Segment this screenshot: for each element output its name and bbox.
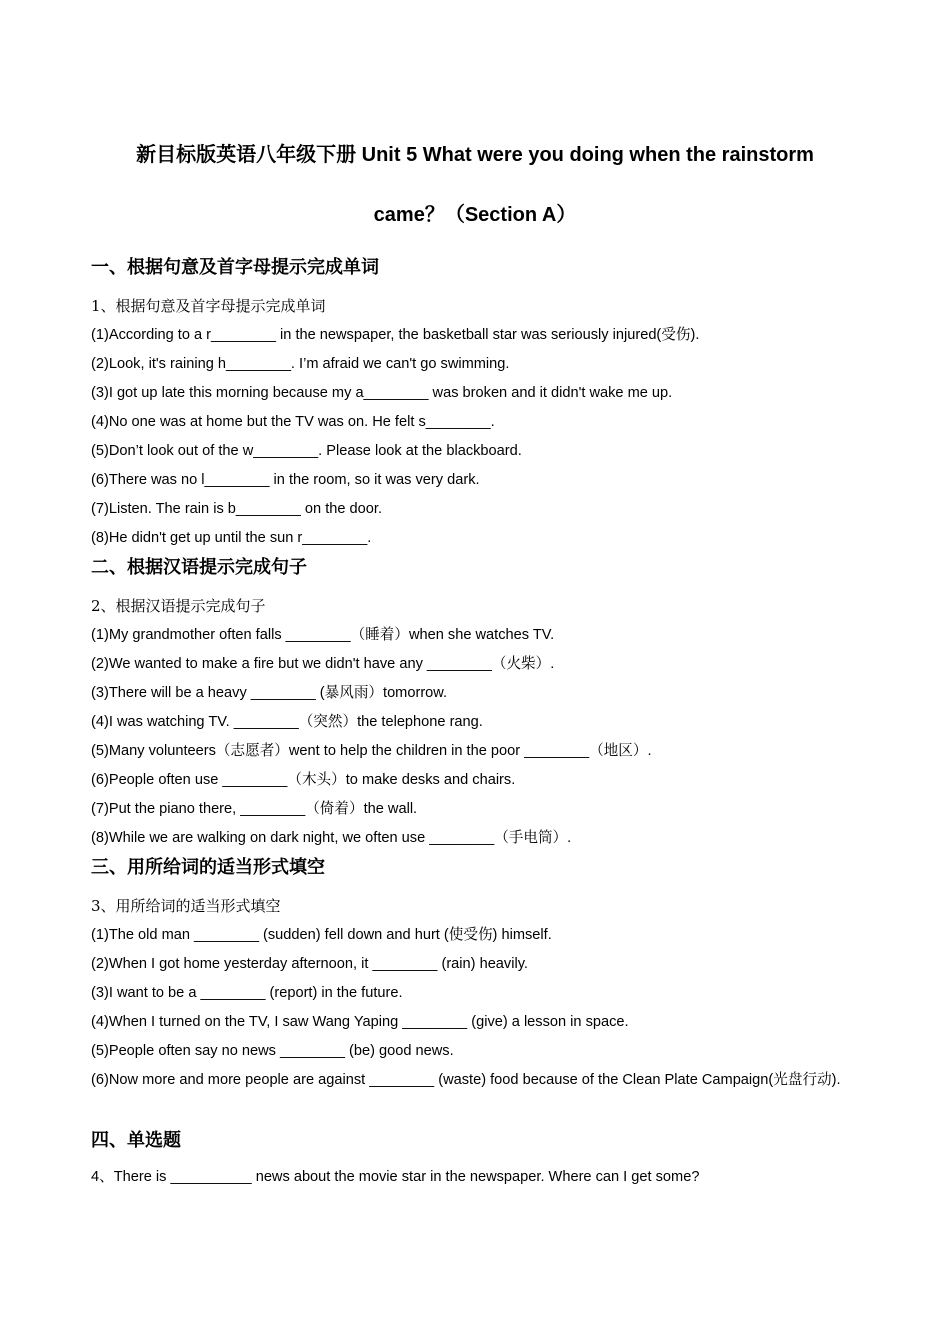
question-item: (1)My grandmother often falls ________（睡着）when she watches TV. bbox=[91, 627, 555, 643]
question-item: (1)According to a r________ in the newspaper, the basketball star was seriously injured(受伤). bbox=[91, 327, 700, 343]
section-heading-3: 三、用所给词的适当形式填空 bbox=[91, 857, 325, 877]
question-item: (4)No one was at home but the TV was on. He felt s________. bbox=[91, 414, 495, 430]
question-item: (4)I was watching TV. ________（突然）the telephone rang. bbox=[91, 714, 483, 730]
document-title-line-1: 新目标版英语八年级下册 Unit 5 What were you doing when the rainstorm bbox=[136, 144, 814, 166]
section-intro-3: 3、用所给词的适当形式填空 bbox=[91, 897, 281, 915]
question-item: (2)Look, it's raining h________. I’m afraid we can't go swimming. bbox=[91, 356, 510, 372]
question-item: (6)There was no l________ in the room, so it was very dark. bbox=[91, 472, 480, 488]
question-item: (7)Listen. The rain is b________ on the door. bbox=[91, 501, 382, 517]
section-intro-1: 1、根据句意及首字母提示完成单词 bbox=[91, 297, 326, 315]
document-title-line-2: came？（Section A） bbox=[373, 204, 577, 226]
question-item: (1)The old man ________ (sudden) fell down and hurt (使受伤) himself. bbox=[91, 927, 552, 943]
question-item: (3)I want to be a ________ (report) in the future. bbox=[91, 985, 403, 1001]
question-item: (5)Don’t look out of the w________. Please look at the blackboard. bbox=[91, 443, 522, 459]
question-item: 4、There is __________ news about the movie star in the newspaper. Where can I get some? bbox=[91, 1169, 700, 1185]
question-item: (5)People often say no news ________ (be) good news. bbox=[91, 1043, 454, 1059]
section-heading-2: 二、根据汉语提示完成句子 bbox=[91, 557, 307, 577]
question-item: (2)When I got home yesterday afternoon, it ________ (rain) heavily. bbox=[91, 956, 528, 972]
question-item: (6)Now more and more people are against ________ (waste) food because of the Clean Plate Campaign(光盘行动). bbox=[91, 1072, 841, 1088]
question-item: (4)When I turned on the TV, I saw Wang Yaping ________ (give) a lesson in space. bbox=[91, 1014, 629, 1030]
section-intro-2: 2、根据汉语提示完成句子 bbox=[91, 597, 266, 615]
question-item: (8)He didn't get up until the sun r________. bbox=[91, 530, 372, 546]
question-item: (5)Many volunteers（志愿者）went to help the children in the poor ________（地区）. bbox=[91, 743, 652, 759]
question-item: (8)While we are walking on dark night, we often use ________（手电筒）. bbox=[91, 830, 572, 846]
section-heading-1: 一、根据句意及首字母提示完成单词 bbox=[91, 257, 379, 277]
question-item: (2)We wanted to make a fire but we didn't have any ________（火柴）. bbox=[91, 656, 555, 672]
question-item: (3)I got up late this morning because my a________ was broken and it didn't wake me up. bbox=[91, 385, 673, 401]
question-item: (6)People often use ________（木头）to make desks and chairs. bbox=[91, 772, 516, 788]
section-heading-4: 四、单选题 bbox=[91, 1130, 181, 1150]
question-item: (3)There will be a heavy ________ (暴风雨）tomorrow. bbox=[91, 685, 448, 701]
question-item: (7)Put the piano there, ________（倚着）the wall. bbox=[91, 801, 418, 817]
